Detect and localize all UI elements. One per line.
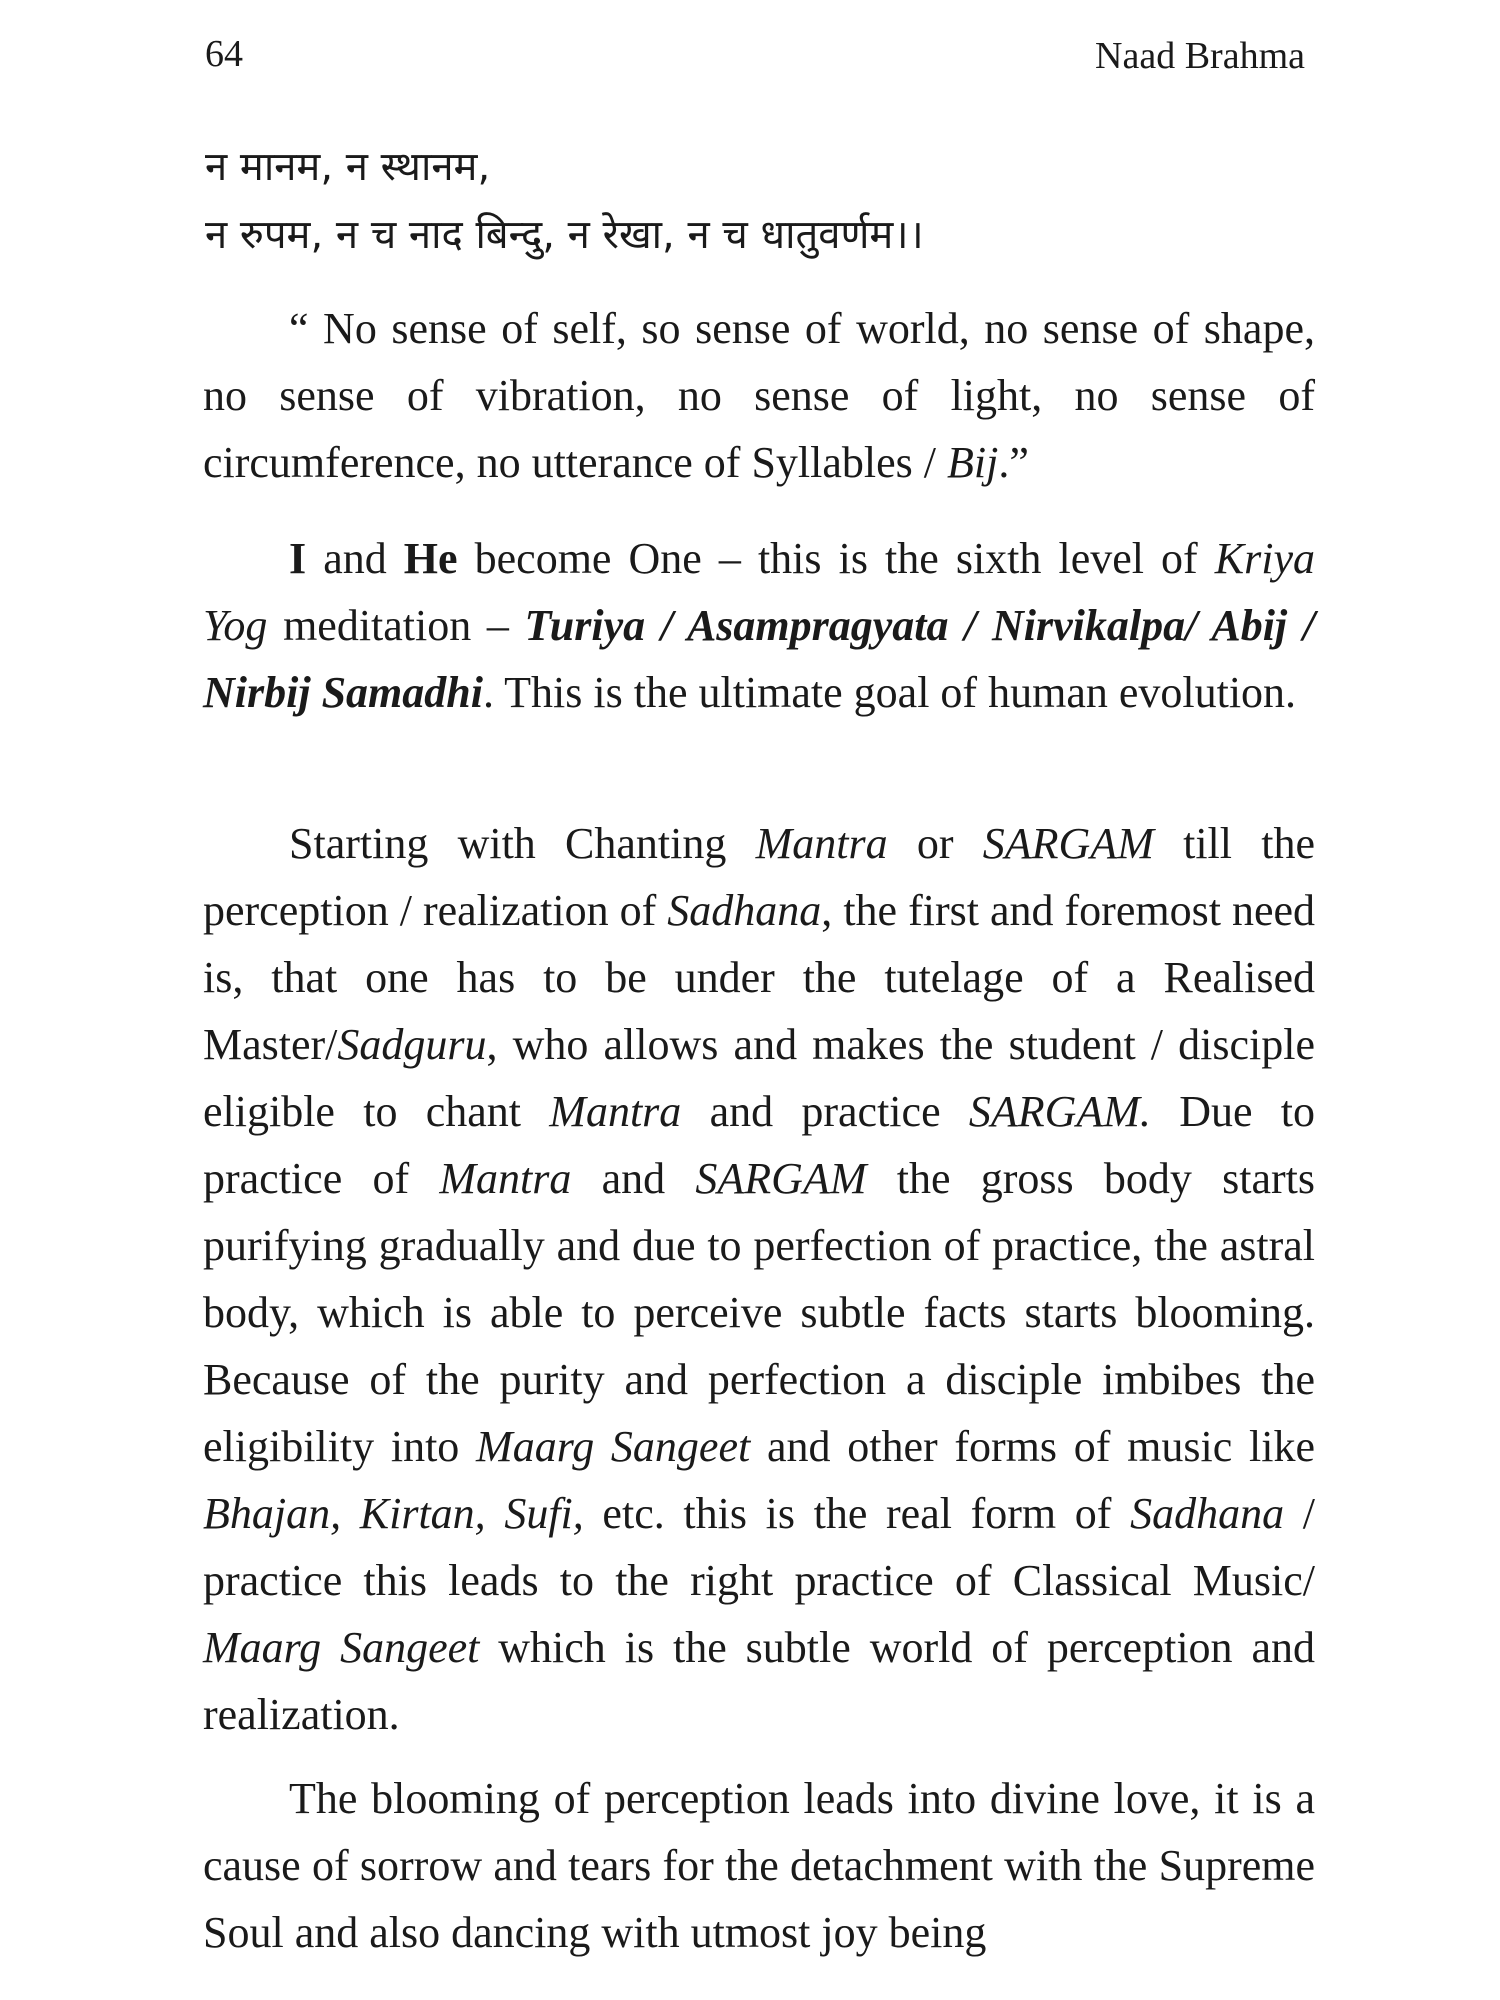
text-2: or (887, 819, 983, 868)
text-4: , the first and foremost need is, that one has to be under the tutelage of a Realised Master/ (203, 886, 1315, 1069)
text-13: which is the subtle world of perception and realization. (203, 1623, 1315, 1739)
text-12: / practice this leads to the right practice of Classical Music/ (203, 1489, 1315, 1605)
text-1: become One – this is the sixth level of (457, 534, 1215, 583)
term-mantra: Mantra (549, 1087, 682, 1136)
translation-end: .” (998, 438, 1029, 487)
term-kriya-yog: Kriya Yog (203, 534, 1315, 650)
sanskrit-verse-line-2: न रुपम, न च नाद बिन्दु, न रेखा, न च धातुवर्णम।। (205, 212, 924, 258)
text-6: and practice (681, 1087, 969, 1136)
term-sadguru: Sadguru (337, 1020, 487, 1069)
term-maarg-sangeet: Maarg Sangeet (476, 1422, 751, 1471)
word-he: He (403, 534, 458, 583)
term-samadhi: Turiya / Asampragyata / Nirvikalpa/ Abij / Nirbij Samadhi (203, 601, 1315, 717)
text-9: the gross body starts purifying gradually and due to perfection of practice, the astral body, which is able to perceive subtle facts starts blooming. Because of the purity and perfection a disciple imbibes the eligibility into (203, 1154, 1315, 1471)
term-bij: Bij (947, 438, 999, 487)
text-5: , who allows and makes the student / disciple eligible to chant (203, 1020, 1315, 1136)
paragraph-translation (203, 295, 1315, 496)
text-1: Starting with Chanting (289, 819, 756, 868)
text-7: Due to practice of (203, 1087, 1316, 1203)
text-11: etc. this is the real form of (583, 1489, 1131, 1538)
term-sargam: SARGAM. (968, 1087, 1151, 1136)
paragraph-divine-love: The blooming of perception leads into divine love, it is a cause of sorrow and tears for the detachment with the Supreme Soul and also dancing with utmost joy being (203, 1774, 1315, 1957)
term-sadhana: Sadhana (667, 886, 822, 935)
term-music-forms: Bhajan, Kirtan, Sufi, (203, 1489, 584, 1538)
translation-text: “ No sense of self, so sense of world, no sense of shape, no sense of vibration, no sense of light, no sense of circumference, no utterance of Syllables / (203, 304, 1315, 487)
text-3: . This is the ultimate goal of human evolution. (482, 668, 1297, 717)
running-title: Naad Brahma (1095, 35, 1305, 77)
word-i: I (289, 534, 307, 583)
term-mantra: Mantra (755, 819, 888, 868)
text-3: till the perception / realization of (203, 819, 1315, 935)
term-mantra: Mantra (439, 1154, 572, 1203)
text-10: and other forms of music like (750, 1422, 1315, 1471)
term-sadhana: Sadhana (1130, 1489, 1285, 1538)
page-number: 64 (205, 33, 243, 75)
term-maarg-sangeet: Maarg Sangeet (203, 1623, 480, 1672)
term-sargam: SARGAM (982, 819, 1154, 868)
sanskrit-verse-line-1: न मानम, न स्थानम, (205, 144, 491, 190)
text-2: meditation – (267, 601, 525, 650)
text-and: and (306, 534, 404, 583)
term-sargam: SARGAM (695, 1154, 867, 1203)
paragraph-sixth-level (203, 525, 1315, 726)
text-8: and (571, 1154, 696, 1203)
paragraph-sadhana (203, 810, 1315, 1748)
